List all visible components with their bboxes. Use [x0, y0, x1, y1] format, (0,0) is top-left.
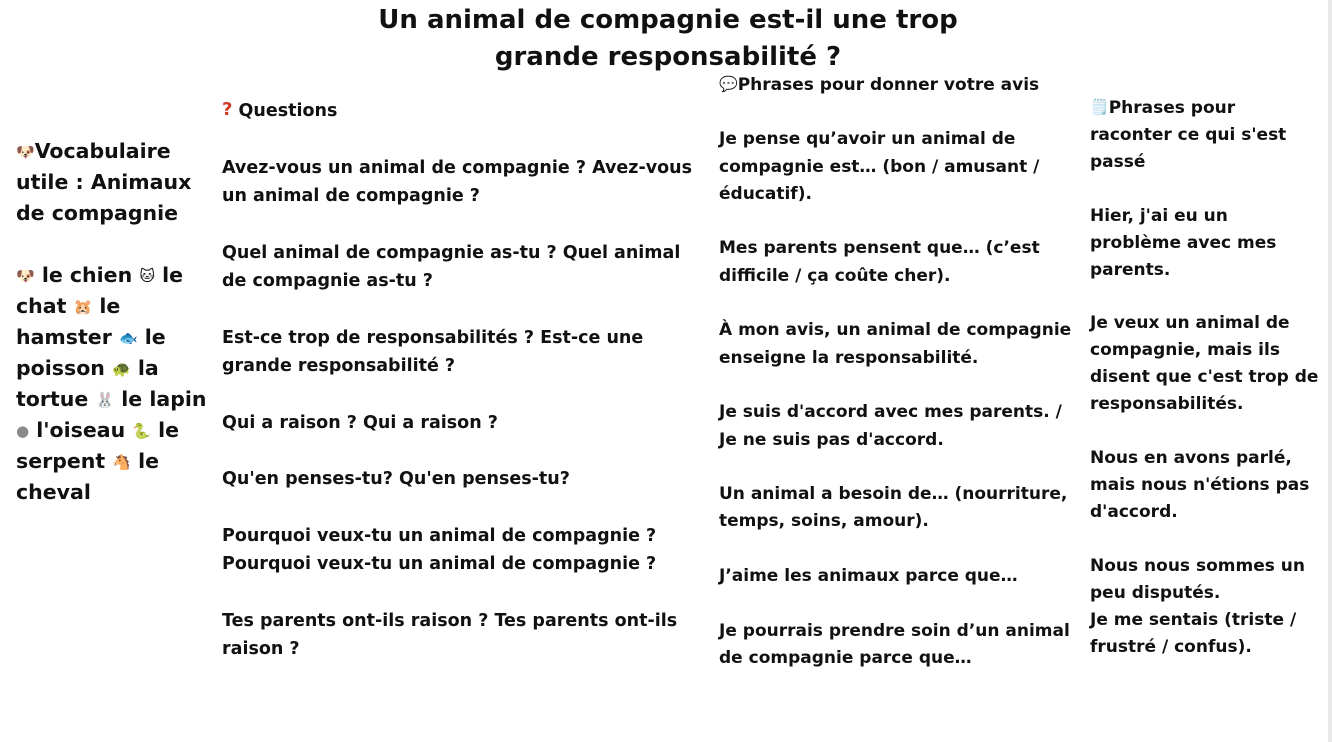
vocab-item: la tortue [16, 356, 159, 411]
vocabulary-column [16, 136, 216, 508]
opinion-phrase: Mes parents pensent que… (c’est difficile / ça coûte cher). [719, 238, 1040, 286]
vocab-item: le cheval [16, 449, 160, 504]
question-item: Tes parents ont-ils raison ? Tes parents ont-ils raison ? [222, 610, 678, 659]
vocab-item: le serpent [16, 418, 180, 473]
opinion-phrase: À mon avis, un animal de compagnie enseigne la responsabilité. [719, 320, 1072, 368]
dog-face-icon: 🐶 [16, 267, 35, 285]
opinion-heading-text: Phrases pour donner votre avis [737, 75, 1040, 95]
dog-face-icon: 🐶 [16, 143, 35, 161]
vocabulary-heading [16, 136, 216, 229]
rabbit-face-icon: 🐰 [95, 391, 115, 409]
opinion-phrase: Je pense qu’avoir un animal de compagnie est… (bon / amusant / éducatif). [719, 129, 1040, 204]
bird-icon: ● [16, 422, 30, 440]
narration-phrase: Nous en avons parlé, mais nous n'étions pas d'accord. [1090, 448, 1310, 522]
question-item: Quel animal de compagnie as-tu ? Quel animal de compagnie as-tu ? [222, 242, 681, 291]
vocab-item: le chien [41, 263, 133, 287]
vocabulary-heading-text: Vocabulaire utile : Animaux de compagnie [16, 139, 192, 225]
cat-face-icon: 🐱 [139, 267, 155, 285]
narration-phrase: Nous nous sommes un peu disputés. [1090, 555, 1305, 603]
narration-phrase: Je me sentais (triste / frustré / confus). [1090, 609, 1297, 657]
hamster-face-icon: 🐹 [73, 298, 93, 316]
title-line-1: Un animal de compagnie est-il une trop [378, 5, 958, 35]
narration-phrases-column [1090, 95, 1322, 687]
narration-heading [1090, 95, 1322, 176]
vocab-item: le chat [16, 263, 184, 318]
narration-phrase: Je veux un animal de compagnie, mais ils disent que c'est trop de responsabilités. [1090, 313, 1319, 415]
vocab-item: l'oiseau [36, 418, 126, 442]
narration-heading-text: Phrases pour raconter ce qui s'est passé [1090, 98, 1287, 172]
red-question-mark-icon: ? [222, 99, 233, 120]
vocabulary-list [16, 260, 216, 508]
question-item: Est-ce trop de responsabilités ? Est-ce une grande responsabilité ? [222, 327, 644, 376]
opinion-phrases-column [719, 72, 1084, 700]
notepad-icon: 🗒️ [1090, 98, 1109, 116]
opinion-phrase: Un animal a besoin de… (nourriture, temps, soins, amour). [719, 484, 1068, 532]
questions-heading [222, 97, 702, 126]
vocab-item: le lapin [121, 387, 207, 411]
question-item: Avez-vous un animal de compagnie ? Avez-vous un animal de compagnie ? [222, 157, 693, 206]
right-edge-divider [1328, 0, 1332, 742]
fish-icon: 🐟 [118, 329, 138, 347]
horse-face-icon: 🐴 [112, 453, 132, 471]
title-line-2: grande responsabilité ? [494, 42, 842, 72]
narration-phrase: Hier, j'ai eu un problème avec mes parents. [1090, 205, 1277, 280]
opinion-phrase: J’aime les animaux parce que… [719, 566, 1018, 587]
question-item: Qu'en penses-tu? Qu'en penses-tu? [222, 469, 570, 489]
vocab-item: le hamster [16, 294, 121, 349]
question-item: Pourquoi veux-tu un animal de compagnie ? Pourquoi veux-tu un animal de compagnie ? [222, 525, 657, 574]
questions-column [222, 97, 702, 692]
speech-bubble-icon: 💬 [719, 75, 738, 93]
vocab-item: le poisson [16, 325, 166, 380]
opinion-heading [719, 72, 1084, 99]
turtle-icon: 🐢 [112, 360, 131, 378]
question-item: Qui a raison ? Qui a raison ? [222, 412, 498, 433]
opinion-phrase: Je pourrais prendre soin d’un animal de compagnie parce que… [719, 620, 1070, 668]
opinion-phrase: Je suis d'accord avec mes parents. / Je ne suis pas d'accord. [719, 402, 1062, 450]
page-title [300, 2, 1036, 76]
snake-icon: 🐍 [132, 422, 152, 440]
questions-heading-text: Questions [238, 101, 338, 121]
